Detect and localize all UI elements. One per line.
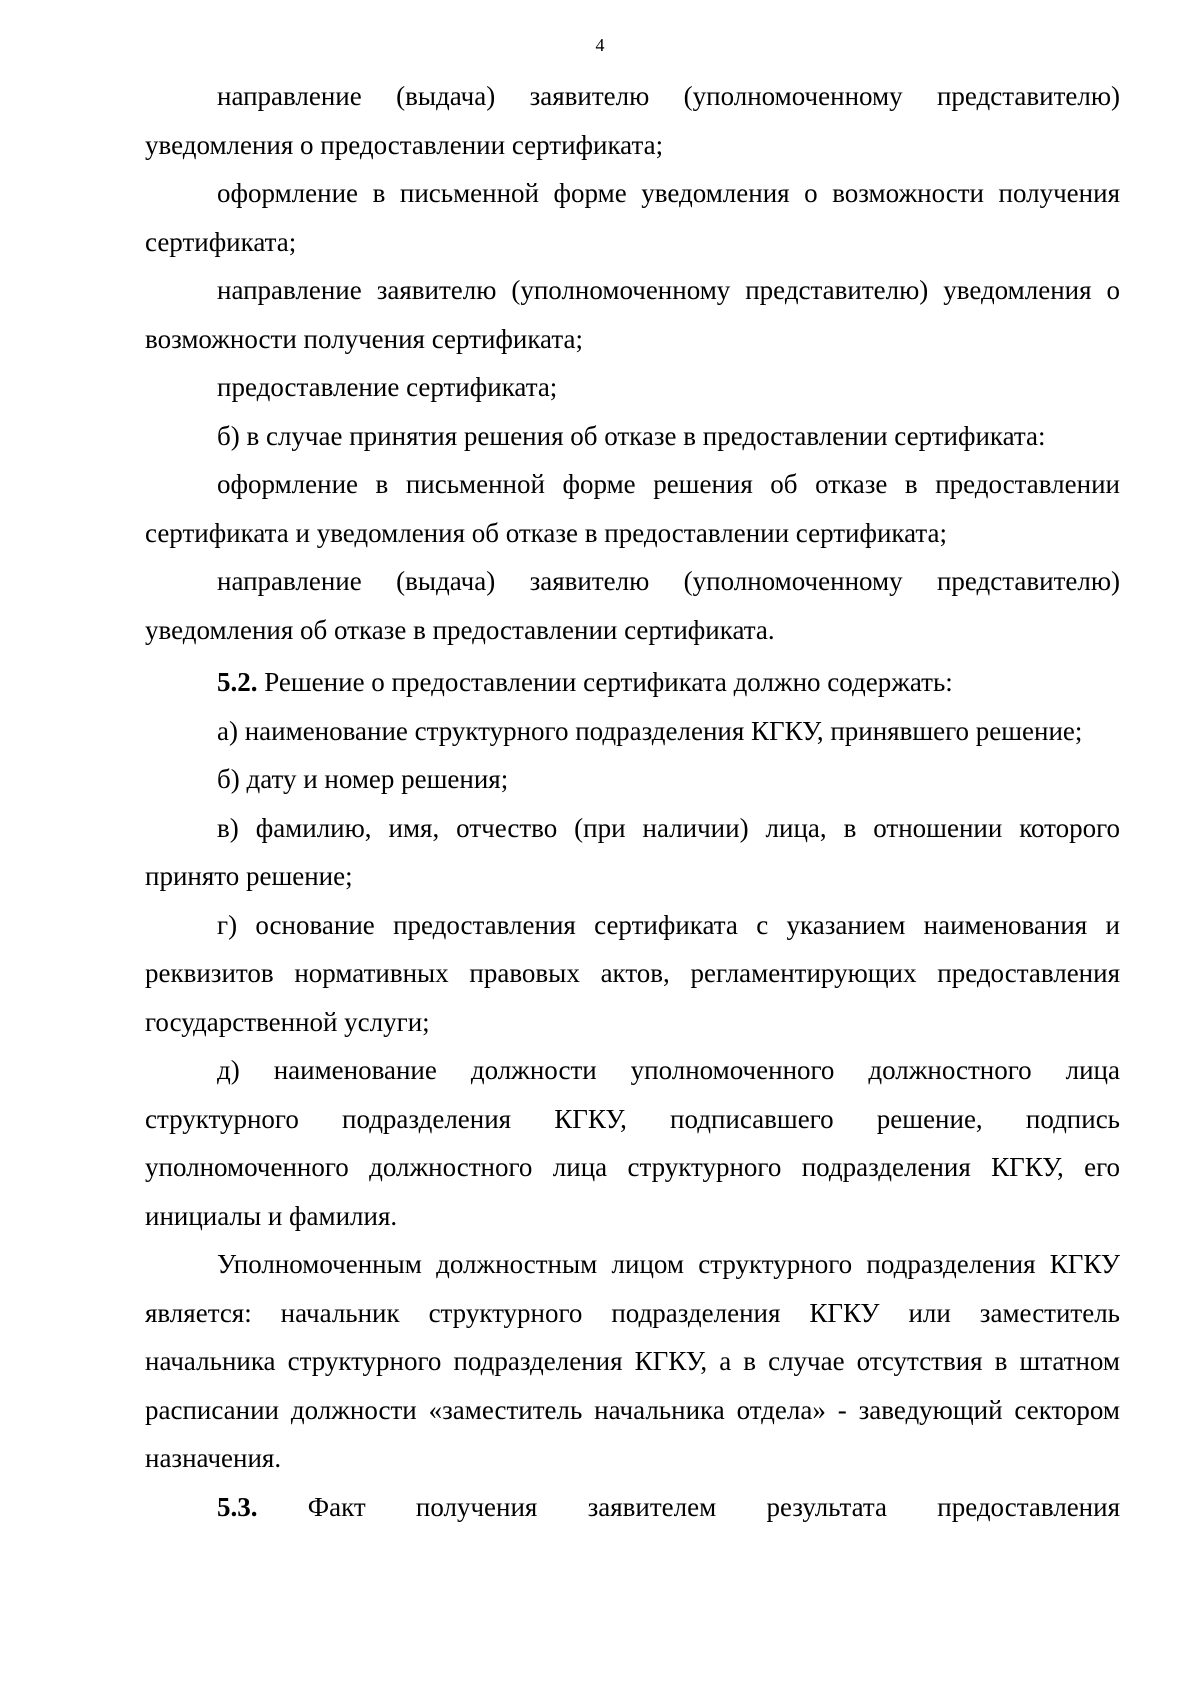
section-5-3-heading: [145, 1483, 1120, 1532]
paragraph-notice-possibility-form: оформление в письменной форме уведомления о возможности получения сертификата;: [145, 178, 1120, 257]
list-item-d: д) наименование должности уполномоченного должностного лица структурного подразделения КГКУ, подписавшего решение, подпись уполномоченного должностного лица структурного подразделения КГКУ, его инициалы и фамилия.: [145, 1055, 1120, 1231]
list-item-a: а) наименование структурного подразделения КГКУ, принявшего решение;: [217, 715, 1083, 746]
paragraph-authorized-person: Уполномоченным должностным лицом структурного подразделения КГКУ является: начальник структурного подразделения КГКУ или заместитель начальника структурного подразделения КГКУ, а в случае отсутствия в штатном расписании должности «заместитель начальника отдела» - заведующий сектором назначения.: [145, 1249, 1120, 1473]
list-item-g: г) основание предоставления сертификата с указанием наименования и реквизитов нормативных правовых актов, регламентирующих предоставления государственной услуги;: [145, 909, 1120, 1037]
page-number: 4: [595, 35, 605, 55]
section-number: 5.2.: [217, 667, 258, 697]
list-item-b: б) дату и номер решения;: [217, 764, 509, 794]
section-text: Факт получения заявителем результата предоставления: [257, 1491, 1120, 1522]
paragraph-refusal-send: направление (выдача) заявителю (уполномоченному представителю) уведомления об отказе в предоставлении сертификата.: [145, 566, 1120, 645]
list-item-v: в) фамилию, имя, отчество (при наличии) лица, в отношении которого принято решение;: [145, 812, 1120, 891]
document-body: [145, 72, 1120, 1531]
paragraph-notice-issuance: направление (выдача) заявителю (уполномоченному представителю) уведомления о предоставлении сертификата;: [145, 81, 1120, 160]
section-5-2-heading: [145, 658, 1120, 707]
section-text: Решение о предоставлении сертификата должно содержать:: [257, 667, 953, 697]
paragraph-refusal-form: оформление в письменной форме решения об отказе в предоставлении сертификата и уведомления об отказе в предоставлении сертификата;: [145, 469, 1120, 548]
paragraph-certificate-provision: предоставление сертификата;: [217, 372, 558, 402]
paragraph-refusal-case: б) в случае принятия решения об отказе в предоставлении сертификата:: [217, 420, 1046, 451]
paragraph-notice-possibility-send: направление заявителю (уполномоченному представителю) уведомления о возможности получения сертификата;: [145, 275, 1120, 354]
section-number: 5.3.: [217, 1491, 258, 1522]
